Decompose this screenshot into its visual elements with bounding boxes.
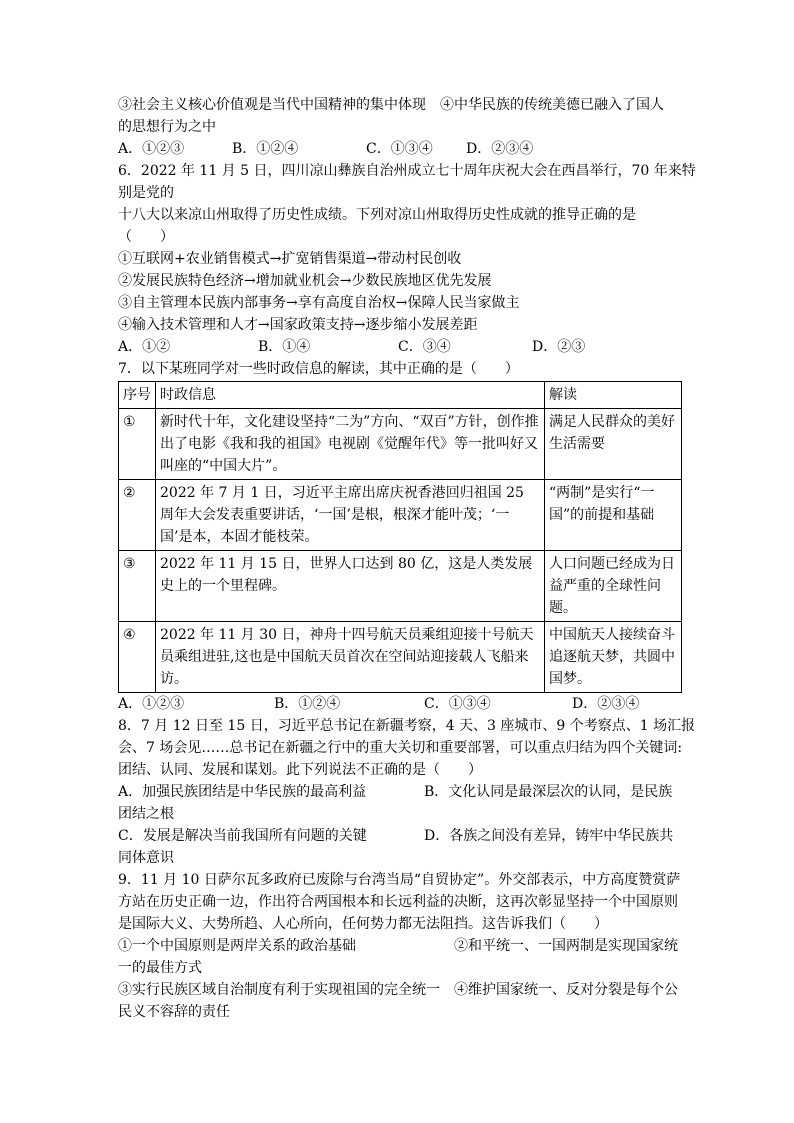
q6-option-b: B．①④ bbox=[258, 339, 311, 355]
header-number: 序号 bbox=[119, 382, 156, 409]
q6-item-2: ②发展民族特色经济→增加就业机会→少数民族地区优先发展 bbox=[118, 273, 492, 289]
q5-statement-3: ③社会主义核心价值观是当代中国精神的集中体现 bbox=[118, 97, 426, 113]
q5-options bbox=[118, 138, 684, 160]
row-info: 2022 年 7 月 1 日，习近平主席出席庆祝香港回归祖国 25 周年大会发表重要讲话，‘一国’是根，根深才能叶茂；‘一国’是本，本固才能枝荣。 bbox=[156, 480, 545, 551]
q9-item-4: ④维护国家统一、反对分裂是每个公 bbox=[454, 982, 678, 998]
q8-stem-line-2: 会、7 场会见……总书记在新疆之行中的重大关切和重要部署，可以重点归结为四个关键词: bbox=[118, 740, 683, 756]
row-info: 新时代十年，文化建设坚持“二为”方向、“双百”方针，创作推出了电影《我和我的祖国》电视剧《觉醒年代》等一批叫好又叫座的“中国大片”。 bbox=[156, 409, 545, 480]
q7-option-d: D．②③④ bbox=[572, 696, 640, 712]
q5-option-a: A．①②③ bbox=[118, 141, 185, 157]
table-row bbox=[119, 622, 682, 693]
q6-stem-line-1: 6．2022 年 11 月 5 日，四川凉山彝族自治州成立七十周年庆祝大会在西昌举行，70 年来特 bbox=[118, 163, 696, 179]
q9-stem-line-1: 9．11 月 10 日萨尔瓦多政府已废除与台湾当局“自贸协定”。外交部表示，中方高度赞赏萨 bbox=[118, 872, 681, 888]
q9-items-34 bbox=[118, 979, 684, 1001]
row-interpretation: 人口问题已经成为日益严重的全球性问题。 bbox=[545, 551, 682, 622]
q9-item-2: ②和平统一、一国两制是实现国家统 bbox=[454, 938, 678, 954]
q8-options-ab bbox=[118, 781, 684, 803]
q6-stem-line-2: 别是党的 bbox=[118, 185, 174, 201]
row-number: ② bbox=[119, 480, 156, 551]
q5-statements-line bbox=[118, 94, 684, 116]
row-interpretation: “两制”是实行“一国”的前提和基础 bbox=[545, 480, 682, 551]
q8-stem-line-3: 团结、认同、发展和谋划。此下列说法不正确的是（ ） bbox=[118, 762, 482, 778]
q8-stem-line-1: 8．7 月 12 日至 15 日，习近平总书记在新疆考察，4 天、3 座城市、9 个考察点、1 场汇报 bbox=[118, 718, 696, 734]
q5-option-c: C．①③④ bbox=[366, 141, 433, 157]
q6-option-a: A．①② bbox=[118, 339, 171, 355]
table-row bbox=[119, 551, 682, 622]
q8-option-c: C．发展是解决当前我国所有问题的关键 bbox=[118, 828, 367, 844]
header-interpretation: 解读 bbox=[545, 382, 682, 409]
q6-option-d: D．②③ bbox=[532, 339, 586, 355]
q9-stem-line-2: 方站在历史正确一边，作出符合两国根本和长远利益的决断，这再次彰显坚持一个中国原则 bbox=[118, 894, 678, 910]
row-number: ③ bbox=[119, 551, 156, 622]
header-info: 时政信息 bbox=[156, 382, 545, 409]
row-number: ① bbox=[119, 409, 156, 480]
q6-options bbox=[118, 336, 684, 358]
q8-option-a: A．加强民族团结是中华民族的最高利益 bbox=[118, 784, 367, 800]
q6-item-4: ④输入技术管理和人才→国家政策支持→逐步缩小发展差距 bbox=[118, 317, 478, 333]
q6-stem-line-4: （ ） bbox=[118, 229, 174, 245]
q6-item-3: ③自主管理本民族内部事务→享有高度自治权→保障人民当家做主 bbox=[118, 295, 520, 311]
exam-page bbox=[118, 94, 696, 1023]
row-number: ④ bbox=[119, 622, 156, 693]
q5-option-b: B．①②④ bbox=[232, 141, 299, 157]
table-row bbox=[119, 480, 682, 551]
q7-option-c: C．①③④ bbox=[424, 696, 491, 712]
q8-option-d: D．各族之间没有差异，铸牢中华民族共 bbox=[424, 828, 674, 844]
q9-stem-line-3: 是国际大义、大势所趋、人心所向，任何势力都无法阻挡。这告诉我们（ ） bbox=[118, 916, 608, 932]
q9-item-4-cont: 民义不容辞的责任 bbox=[118, 1004, 230, 1020]
q6-option-c: C．③④ bbox=[398, 339, 451, 355]
table-header-row bbox=[119, 382, 682, 409]
q9-item-2-cont: 一的最佳方式 bbox=[118, 960, 202, 976]
q9-item-3: ③实行民族区域自治制度有利于实现祖国的完全统一 bbox=[118, 982, 440, 998]
q7-stem: 7．以下某班同学对一些时政信息的解读，其中正确的是（ ） bbox=[118, 361, 519, 377]
q8-options-cd bbox=[118, 825, 684, 847]
table-row bbox=[119, 409, 682, 480]
q5-statement-4-cont: 的思想行为之中 bbox=[118, 119, 216, 135]
q8-option-b: B．文化认同是最深层次的认同，是民族 bbox=[424, 784, 673, 800]
q7-option-b: B．①②④ bbox=[274, 696, 341, 712]
q5-statement-4: ④中华民族的传统美德已融入了国人 bbox=[440, 97, 664, 113]
q9-item-1: ①一个中国原则是两岸关系的政治基础 bbox=[118, 938, 356, 954]
q6-stem-line-3: 十八大以来凉山州取得了历史性成绩。下列对凉山州取得历史性成就的推导正确的是 bbox=[118, 207, 636, 223]
row-info: 2022 年 11 月 30 日，神舟十四号航天员乘组迎接十号航天员乘组进驻,这也是中国航天员首次在空间站迎接载人飞船来访。 bbox=[156, 622, 545, 693]
q7-table bbox=[118, 381, 682, 693]
row-interpretation: 满足人民群众的美好生活需要 bbox=[545, 409, 682, 480]
q8-option-b-cont: 团结之根 bbox=[118, 806, 174, 822]
q8-option-d-cont: 同体意识 bbox=[118, 850, 174, 866]
row-info: 2022 年 11 月 15 日，世界人口达到 80 亿，这是人类发展史上的一个里程碑。 bbox=[156, 551, 545, 622]
q9-items-12 bbox=[118, 935, 684, 957]
q5-option-d: D．②③④ bbox=[466, 141, 534, 157]
q6-item-1: ①互联网+农业销售模式→扩宽销售渠道→带动村民创收 bbox=[118, 251, 462, 267]
q7-options bbox=[118, 693, 684, 715]
q7-option-a: A．①②③ bbox=[118, 696, 185, 712]
row-interpretation: 中国航天人接续奋斗追逐航天梦，共圆中国梦。 bbox=[545, 622, 682, 693]
